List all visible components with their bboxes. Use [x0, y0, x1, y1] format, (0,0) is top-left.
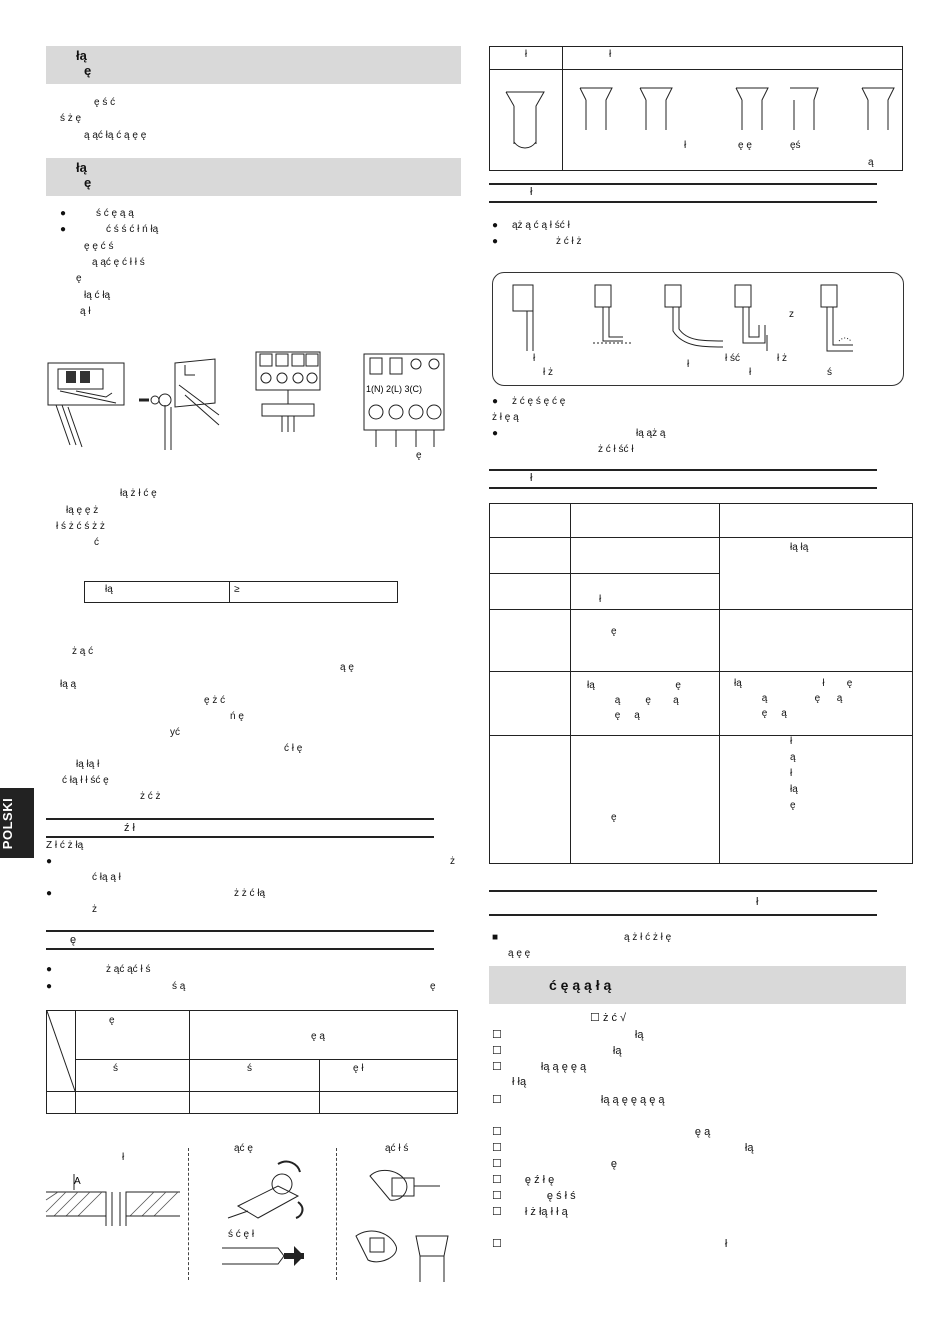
- checklist-label-cont: ł łą: [512, 1076, 527, 1088]
- section-header-2: [46, 158, 461, 196]
- checklist-item[interactable]: ☐ ł: [492, 1238, 728, 1250]
- text-line: ć: [94, 537, 99, 548]
- text-line: ć ł ę: [284, 743, 303, 754]
- diagonal-line: [47, 1011, 77, 1091]
- checklist-item[interactable]: ☐ ę: [492, 1158, 618, 1170]
- flaring-tool-illustration: [218, 1156, 328, 1276]
- text-line: łą ć łą: [84, 290, 111, 301]
- header-text: ć ę ą ą ł ą: [549, 977, 612, 993]
- text-line: ę: [76, 273, 82, 284]
- table-cell: ś: [113, 1063, 118, 1074]
- figure-divider: [188, 1148, 189, 1280]
- divider: [489, 183, 877, 185]
- bullet-dot: ●: [46, 981, 53, 992]
- checklist-item[interactable]: ☐ łą ą ę ę ą ę ą: [492, 1094, 665, 1106]
- checklist-label: łą: [634, 1029, 644, 1041]
- figure-label: ł: [684, 140, 687, 151]
- bullet-dot: ●: [60, 224, 67, 235]
- table-cell: [720, 504, 913, 538]
- section-title: ź ł: [124, 822, 135, 834]
- table-header: ę ą: [311, 1031, 325, 1042]
- checklist-label: ę ś ł ś: [546, 1190, 576, 1202]
- text-line: łą ę ę ż: [66, 505, 99, 516]
- text-line: ę ż ć: [204, 695, 226, 706]
- text-line: ł ś ż ć ś ż ż: [56, 521, 105, 532]
- flare-shapes-illustration: [500, 76, 900, 166]
- list-item-end: ż: [450, 856, 455, 867]
- table-cell: ł: [571, 574, 720, 610]
- bullet-dot: ●: [492, 220, 499, 231]
- checklist-item[interactable]: ☐ ę ś ł ś: [492, 1190, 576, 1202]
- section-title: ł: [530, 472, 533, 484]
- small-table: [84, 581, 398, 603]
- list-item: ż: [92, 904, 97, 915]
- table-header: ę: [109, 1015, 115, 1026]
- checklist-item[interactable]: ☐ łą ą ę ę ą: [492, 1061, 587, 1073]
- divider: [489, 487, 877, 489]
- table-cell: ł ą ł łą ę: [720, 736, 913, 864]
- text-line: łą ą: [60, 679, 77, 690]
- figure-label: ąć ę: [234, 1143, 253, 1154]
- section-header-checklist: [489, 966, 906, 1004]
- divider: [46, 948, 434, 950]
- square-bullet: ■: [492, 932, 499, 943]
- table-cell: [720, 610, 913, 672]
- table-cell: [490, 610, 571, 672]
- checklist-label: ę ą: [694, 1126, 711, 1138]
- divider: [489, 890, 877, 892]
- header-line: łą: [76, 48, 87, 63]
- table-cell: ≥: [230, 582, 398, 603]
- table-cell: łą ł ę ą ę ą ę ą: [720, 672, 913, 736]
- figure-label: ł ść: [725, 353, 740, 364]
- drain-pipe-illustrations: [503, 281, 893, 371]
- checklist-item[interactable]: ☐ łą: [492, 1142, 754, 1154]
- text-line: ś ż ę: [60, 113, 82, 124]
- section-title: ł: [756, 896, 759, 908]
- table-cell: ś: [247, 1063, 252, 1074]
- text-line: yć: [170, 727, 180, 738]
- table-cell: [490, 736, 571, 864]
- pipe-section-illustration: [46, 1170, 181, 1230]
- checklist-label: łą: [612, 1045, 622, 1057]
- indoor-unit-illustration: [46, 355, 126, 455]
- note-line: ą ę ę: [508, 948, 531, 959]
- checklist-label: łą ą ę ę ą: [540, 1061, 587, 1073]
- check-intro: [590, 1011, 626, 1024]
- list-item: ż ż ć łą: [234, 888, 266, 899]
- list-item: ż ć ł ż: [556, 236, 582, 247]
- divider: [46, 930, 434, 932]
- figure-label: ę ę: [738, 140, 752, 151]
- table-cell: ę ł: [353, 1063, 364, 1074]
- list-item: ąż ą ć ą ł ść ł: [512, 220, 570, 231]
- checklist-label: ę ź ł ę: [524, 1174, 555, 1186]
- checklist-label: ę: [610, 1158, 618, 1170]
- figure-label: ęś: [790, 140, 801, 151]
- list-item: ż ł ę ą: [492, 412, 519, 423]
- table-cell: łą: [85, 582, 230, 603]
- figure-label: ł ż: [777, 353, 787, 364]
- language-label: POLSKI: [0, 797, 16, 850]
- figure-label: ł: [749, 367, 752, 378]
- svg-text:1(N) 2(L) 3(C): 1(N) 2(L) 3(C): [366, 384, 423, 394]
- divider: [46, 818, 434, 820]
- text-line: ż ć ż: [140, 791, 161, 802]
- text-line: ą ąć ę ć ł ł ś: [92, 257, 145, 268]
- divider: [489, 469, 877, 471]
- table-cell: [490, 504, 571, 538]
- divider: [46, 836, 434, 838]
- table-cell: ę: [571, 610, 720, 672]
- list-item: Z ł ć ż łą: [46, 840, 84, 851]
- check-intro-text: ż ć √: [602, 1012, 627, 1024]
- figure-label: ę: [416, 450, 422, 461]
- bullet-dot: ●: [46, 856, 53, 867]
- table-cell: [571, 538, 720, 574]
- text-line: ć łą ł ł ść ę: [62, 775, 109, 786]
- text-line: ą ąć łą ć ą ę ę: [84, 130, 147, 141]
- text-line: łą ż ł ć ę: [120, 488, 157, 499]
- text-line: ę ś ć: [94, 97, 116, 108]
- bullet-dot: ●: [492, 428, 499, 439]
- bullet-dot: ●: [60, 208, 67, 219]
- text-line: ż ą ć: [72, 646, 94, 657]
- checklist-label: ł: [724, 1238, 728, 1250]
- dimension-label: A: [74, 1176, 81, 1187]
- section-title: ł: [530, 186, 533, 198]
- pipe-table: [46, 1010, 458, 1114]
- divider: [489, 201, 877, 203]
- bracket-illustration: [135, 355, 225, 455]
- figure-label: ł: [687, 359, 690, 370]
- terminal-board-illustration: [362, 352, 447, 452]
- checklist-item[interactable]: ☐ ę ą: [492, 1126, 711, 1138]
- header-line: ę: [84, 63, 92, 78]
- troubleshoot-table: [489, 503, 913, 864]
- list-item: ż ć ę ś ę ć ę: [512, 396, 566, 407]
- list-item: ś ą: [172, 981, 186, 992]
- text-line: ą ę: [340, 662, 354, 673]
- checklist-label: łą ą ę ę ą ę ą: [600, 1094, 665, 1106]
- table-cell: łą łą: [720, 538, 913, 610]
- list-item: ć łą ą ł: [92, 872, 121, 883]
- table-cell: [490, 538, 571, 574]
- checklist-item[interactable]: ☐ łą: [492, 1045, 622, 1057]
- hand-tool-illustration: [350, 1156, 460, 1286]
- table-cell: ł: [490, 47, 563, 70]
- checklist-item[interactable]: ☐ łą: [492, 1029, 644, 1041]
- bullet-dot: ●: [46, 888, 53, 899]
- bullet-dot: ●: [46, 964, 53, 975]
- bullet-dot: ●: [492, 396, 499, 407]
- header-line: ę: [84, 175, 92, 190]
- list-item: ć ś ś ć ł ń łą: [106, 224, 159, 235]
- table-cell: [490, 574, 571, 610]
- table-cell: łą ę ą ę ą ę ą: [571, 672, 720, 736]
- list-item: łą ąż ą: [636, 428, 666, 439]
- header-line: łą: [76, 160, 87, 175]
- table-cell: ł: [563, 47, 903, 70]
- list-item: ż ć ł ść ł: [598, 444, 634, 455]
- figure-label: z: [789, 309, 794, 320]
- text-line: łą łą ł: [76, 759, 100, 770]
- checklist-item[interactable]: ☐ ę ź ł ę: [492, 1174, 555, 1186]
- list-item: ś ć ę ą ą: [96, 208, 134, 219]
- section-title: ę: [70, 934, 77, 946]
- text-line: ę ę ć ś: [84, 241, 114, 252]
- section-header-1: [46, 46, 461, 84]
- checkbox[interactable]: ☐: [590, 1012, 600, 1024]
- figure-label: ł: [533, 353, 536, 364]
- figure-label: ą: [868, 157, 874, 168]
- text-line: ń ę: [230, 711, 244, 722]
- note-line: ą ż ł ć ż ł ę: [624, 932, 672, 943]
- terminal-block-illustration: [250, 352, 325, 432]
- table-cell: ę: [571, 736, 720, 864]
- checklist-label: ł ż łą ł ł ą: [524, 1206, 568, 1218]
- figure-label: ł ż: [543, 367, 553, 378]
- figure-label: ąć ł ś: [385, 1143, 409, 1154]
- figure-label: ł: [122, 1152, 125, 1163]
- language-tab: [0, 788, 34, 858]
- list-item-end: ę: [430, 981, 436, 992]
- divider: [489, 914, 877, 916]
- figure-label: ś ć ę ł: [228, 1229, 255, 1240]
- text-line: ą ł: [80, 306, 91, 317]
- list-item: ż ąć ąć ł ś: [106, 964, 151, 975]
- checklist-label: łą: [744, 1142, 754, 1154]
- checklist-item[interactable]: ☐ ł ż łą ł ł ą: [492, 1206, 568, 1218]
- table-cell: [571, 504, 720, 538]
- drain-illustration-frame: [492, 272, 904, 386]
- table-cell: [490, 672, 571, 736]
- figure-divider: [336, 1148, 337, 1280]
- bullet-dot: ●: [492, 236, 499, 247]
- figure-label: ś: [827, 367, 832, 378]
